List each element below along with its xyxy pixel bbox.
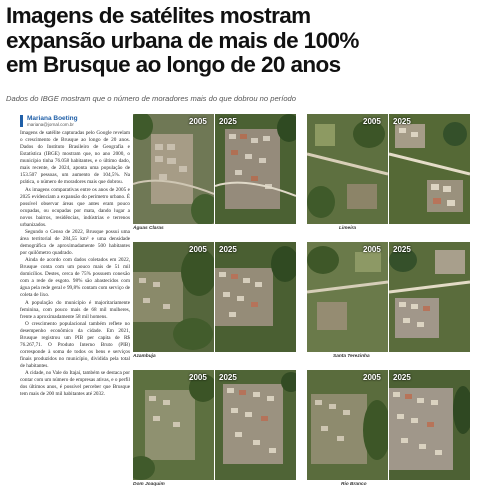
- satellite-image-before: [307, 114, 388, 224]
- article-body: [20, 130, 130, 398]
- year-label-2005: 2005: [189, 245, 207, 254]
- photo-panel-dom-joaquim: [133, 370, 296, 480]
- caption-azambuja: Azambuja: [133, 354, 156, 359]
- subtitle: Dados do IBGE mostram que o número de moradores mais do que dobrou no período: [6, 94, 296, 103]
- satellite-image-before: [133, 242, 214, 352]
- caption-aguas-claras: Águas Claras: [133, 226, 164, 231]
- satellite-image-after: [215, 242, 296, 352]
- photo-panel-aguas-claras: [133, 114, 296, 224]
- photo-panel-azambuja: [133, 242, 296, 352]
- satellite-image-after: [215, 114, 296, 224]
- headline-line-2: expansão urbana de mais de 100%: [6, 27, 359, 53]
- headline-line-3: em Brusque ao longo de 20 anos: [6, 52, 341, 77]
- image-divider: [388, 370, 389, 480]
- year-label-2005: 2005: [189, 117, 207, 126]
- year-label-2025: 2025: [393, 245, 411, 254]
- image-divider: [214, 370, 215, 480]
- caption-santa-terezinha: Santa Terezinha: [333, 354, 370, 359]
- article-paragraph: A cidade, no Vale do Itajaí, também se destaca por contar com um número de empresas ativas, e o perfil dos últimos anos, é possível perceber que Brusque tem mais de 200 mil habitantes até 2032.: [20, 370, 130, 398]
- image-divider: [388, 114, 389, 224]
- image-divider: [214, 242, 215, 352]
- year-label-2025: 2025: [219, 245, 237, 254]
- author-name: Mariana Boeting: [27, 115, 78, 122]
- year-label-2005: 2005: [363, 117, 381, 126]
- year-label-2025: 2025: [219, 373, 237, 382]
- image-divider: [214, 114, 215, 224]
- year-label-2005: 2005: [363, 373, 381, 382]
- satellite-image-after: [389, 114, 470, 224]
- satellite-image-before: [307, 370, 388, 480]
- author-email[interactable]: mariana@jornal.com.br: [27, 122, 74, 127]
- satellite-image-after: [389, 242, 470, 352]
- caption-limeira: Limeira: [339, 226, 357, 231]
- photo-panel-limeira: [307, 114, 470, 224]
- article-paragraph: Segundo o Censo de 2022, Brusque possui uma área territorial de 284,55 km² e uma densidade demográfica de aproximadamente 500 habitantes por quilômetro quadrado.: [20, 228, 130, 257]
- year-label-2005: 2005: [363, 245, 381, 254]
- byline: [20, 115, 78, 127]
- headline-line-1: Imagens de satélites mostram: [6, 3, 311, 28]
- year-label-2025: 2025: [393, 373, 411, 382]
- satellite-image-before: [307, 242, 388, 352]
- article-paragraph: Ainda de acordo com dados coletados em 2022, Brusque conta com um pouco mais de 51 mil domicílios. Destes, cerca de 75% possuem conexão com a rede de esgoto. 98% são abastecidos com água pela rede geral e 99,8% contam com serviço de coleta de lixo.: [20, 257, 130, 299]
- satellite-image-before: [133, 370, 214, 480]
- caption-dom-joaquim: Dom Joaquim: [133, 482, 165, 487]
- article-paragraph: O crescimento populacional também reflete no desempenho econômico da cidade. Em 2021, Brusque registrou um PIB per capita de R$ 76.267,71. O Produto Interno Bruto (PIB) corresponde à soma de todos os bens e serviços finais produzidos no município, dividida pela total de habitantes.: [20, 320, 130, 370]
- article-paragraph: Imagens de satélite capturadas pelo Google revelam o crescimento de Brusque ao longo de 20 anos. Dados do Instituto Brasileiro de Geografia e Estatística (IBGE) mostram que, no ano 2000, o município tinha 76.058 habitantes, e o último dado, mais recente, de 2024, aponta uma população de 153.507 pessoas, um aumento de 104,5%. Na prática, o número de moradores mais que dobrou.: [20, 130, 130, 186]
- satellite-image-before: [133, 114, 214, 224]
- article-paragraph: A população do município é majoritariamente feminina, com pouco mais de 68 mil mulheres, frente a aproximadamente 58 mil homens.: [20, 299, 130, 320]
- image-divider: [388, 242, 389, 352]
- article-paragraph: As imagens comparativas entre os anos de 2005 e 2025 evidenciam a expansão do perímetro urbano. É possível observar áreas que antes eram pouco ocupadas, ou ocupadas por mata, dando lugar a novos bairros, residências, indústrias e terrenos urbanizados.: [20, 186, 130, 228]
- photo-panel-santa-terezinha: [307, 242, 470, 352]
- satellite-image-after: [389, 370, 470, 480]
- caption-rio-branco: Rio Branco: [341, 482, 367, 487]
- satellite-image-after: [215, 370, 296, 480]
- photo-panel-rio-branco: [307, 370, 470, 480]
- year-label-2025: 2025: [393, 117, 411, 126]
- year-label-2005: 2005: [189, 373, 207, 382]
- headline: [6, 4, 476, 78]
- year-label-2025: 2025: [219, 117, 237, 126]
